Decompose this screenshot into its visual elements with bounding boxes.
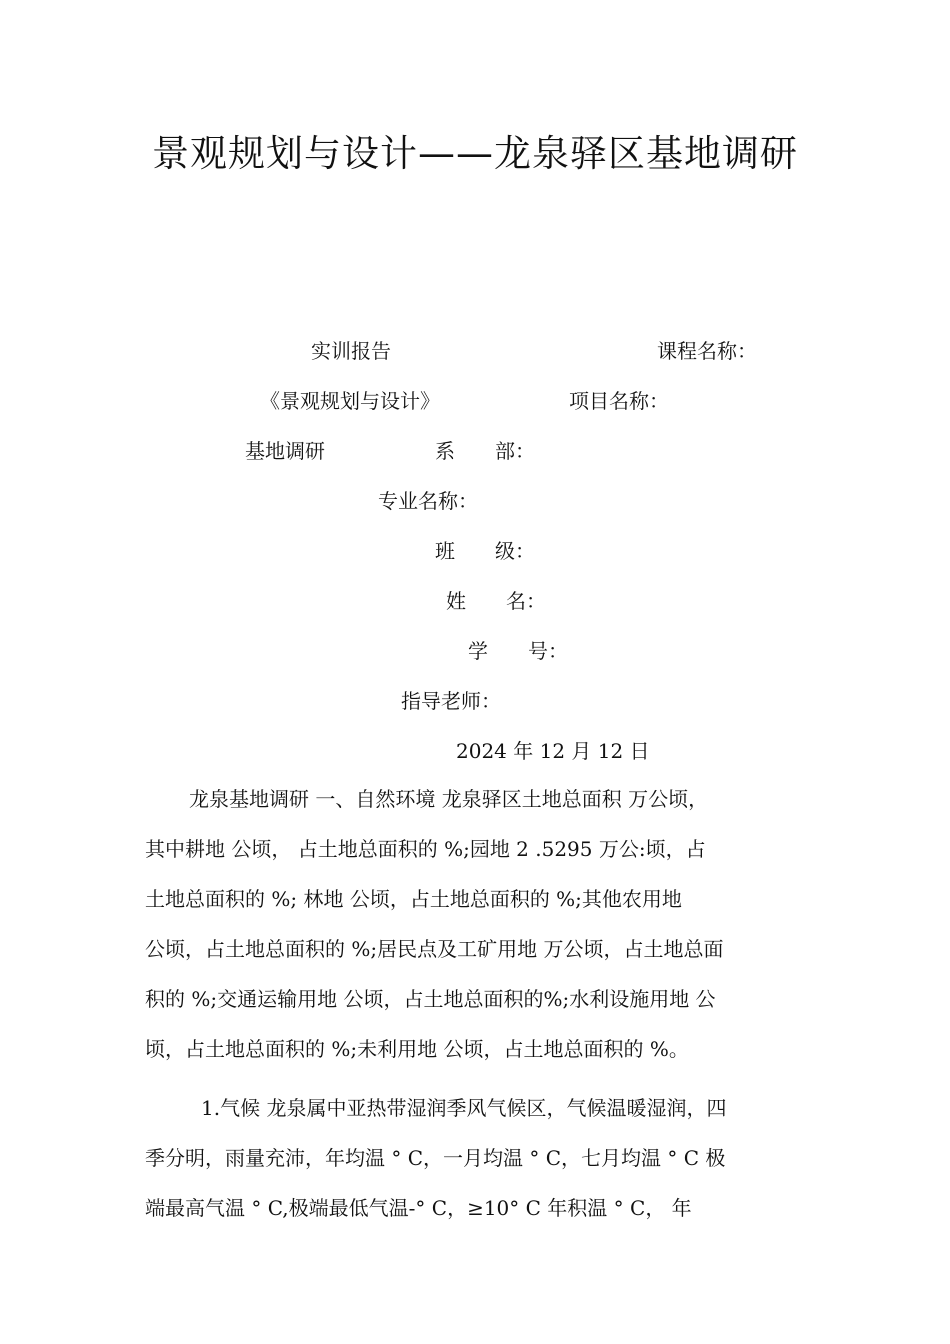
course-name-value: 《景观规划与设计》 xyxy=(260,389,440,413)
project-name-value: 基地调研 xyxy=(245,439,325,463)
paragraph-line: 土地总面积的 %; 林地 公顷，占土地总面积的 %;其他农用地 xyxy=(145,887,682,911)
major-label: 专业名称： xyxy=(378,489,478,513)
department-label: 系 部： xyxy=(435,439,535,463)
paragraph-line: 公顷，占土地总面积的 %;居民点及工矿用地 万公顷，占土地总面 xyxy=(145,937,724,961)
report-date: 2024 年 12 月 12 日 xyxy=(456,739,650,763)
paragraph-line: 端最高气温 ° C,极端最低气温-° C，≥10° C 年积温 ° C， 年 xyxy=(145,1196,692,1220)
report-type: 实训报告 xyxy=(311,339,391,363)
paragraph-line: 其中耕地 公顷， 占土地总面积的 %;园地 2 .5295 万公:顷，占 xyxy=(145,837,706,861)
paragraph-line: 积的 %;交通运输用地 公顷，占土地总面积的%;水利设施用地 公 xyxy=(145,987,716,1011)
class-label: 班 级： xyxy=(435,539,535,563)
paragraph-line: 龙泉基地调研 一、自然环境 龙泉驿区土地总面积 万公顷， xyxy=(189,787,709,811)
course-name-label: 课程名称： xyxy=(657,339,757,363)
paragraph-land-use xyxy=(145,774,810,1074)
paragraph-climate xyxy=(145,1083,810,1233)
project-name-label: 项目名称： xyxy=(569,389,669,413)
paragraph-line: 1.气候 龙泉属中亚热带湿润季风气候区，气候温暖湿润，四 xyxy=(201,1096,727,1120)
paragraph-line: 季分明，雨量充沛，年均温 ° C，一月均温 ° C，七月均温 ° C 极 xyxy=(145,1146,726,1170)
document-title: 景观规划与设计——龙泉驿区基地调研 xyxy=(152,132,798,175)
paragraph-line: 顷，占土地总面积的 %;未利用地 公顷，占土地总面积的 %。 xyxy=(145,1037,689,1061)
student-id-label: 学 号： xyxy=(468,639,568,663)
advisor-label: 指导老师： xyxy=(401,689,501,713)
student-name-label: 姓 名： xyxy=(446,589,546,613)
